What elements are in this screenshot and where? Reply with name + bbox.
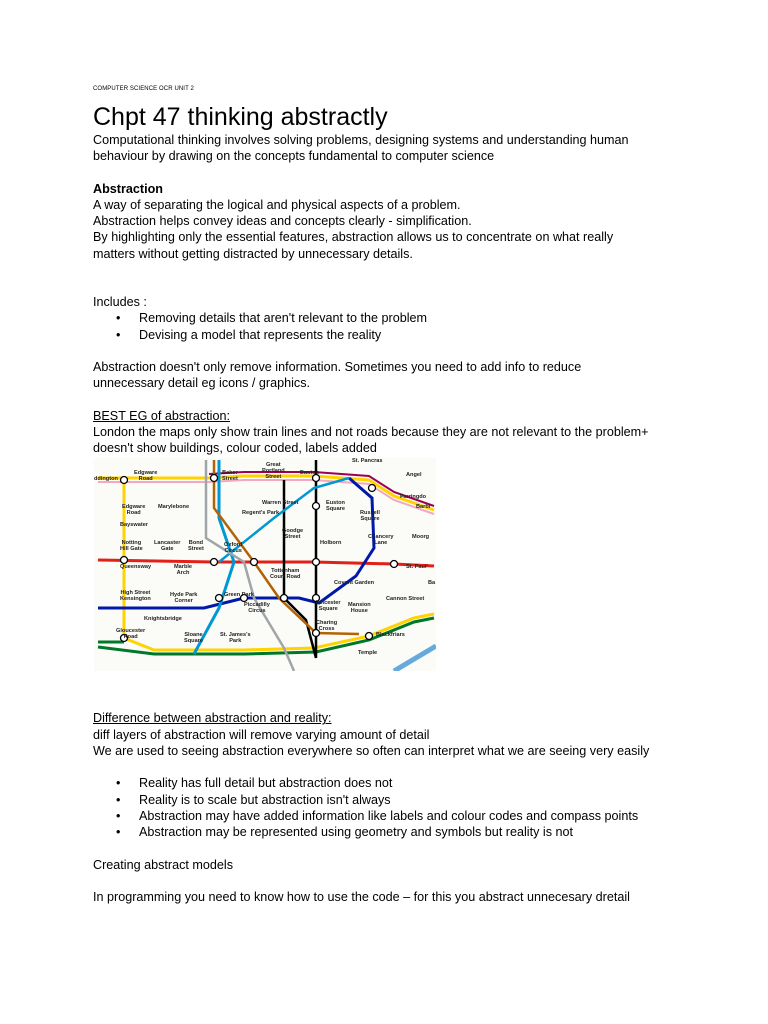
document-header: COMPUTER SCIENCE OCR UNIT 2 xyxy=(93,86,194,92)
map-station-label: Hyde Park Corner xyxy=(170,592,198,605)
map-station-label: Oxford Circus xyxy=(224,542,243,555)
bullet-icon: • xyxy=(116,311,121,326)
map-station-label: Warren Street xyxy=(262,500,299,507)
creating-models-heading: Creating abstract models xyxy=(93,857,233,872)
map-station-label: Leicester Square xyxy=(316,600,341,613)
map-station-label: Regent's Park xyxy=(242,510,280,517)
abstraction-heading: Abstraction xyxy=(93,181,163,196)
map-station-label: Sloane Square xyxy=(184,632,203,645)
map-station-label: Bayswater xyxy=(120,522,148,529)
best-eg-line: doesn't show buildings, colour coded, labels added xyxy=(93,441,377,456)
add-info-line: Abstraction doesn't only remove information. Sometimes you need to add info to reduce xyxy=(93,359,582,374)
map-station-label: High Street Kensington xyxy=(120,590,151,603)
map-station-label: St. Paul' xyxy=(406,564,428,571)
intro-line: Computational thinking involves solving problems, designing systems and understanding human xyxy=(93,133,629,147)
list-item: • Removing details that aren't relevant to the problem xyxy=(116,311,428,326)
map-station-label: Farringdo xyxy=(400,494,427,501)
map-station-label: Tottenham Court Road xyxy=(270,568,301,581)
includes-list xyxy=(93,310,693,343)
map-station-label: Goodge Street xyxy=(282,528,304,541)
map-station-label: Chancery Lane xyxy=(368,534,394,547)
list-item: • Devising a model that represents the reality xyxy=(116,327,382,342)
map-station-label: Lancaster Gate xyxy=(154,540,181,553)
map-station-label: Queensway xyxy=(120,564,152,571)
programming-line: In programming you need to know how to use the code – for this you abstract unnecesary dretail xyxy=(93,889,630,904)
best-eg-line: London the maps only show train lines and not roads because they are not relevant to the problem+ xyxy=(93,424,649,439)
map-station-label: Barbi xyxy=(416,504,431,511)
best-eg-heading: BEST EG of abstraction: xyxy=(93,408,230,423)
bullet-icon: • xyxy=(116,792,121,807)
map-station-label: Mansion House xyxy=(348,602,371,615)
map-station-label: Ba xyxy=(428,580,436,587)
map-station-label: Baker Street xyxy=(222,470,238,483)
intro-line: behaviour by drawing on the concepts fundamental to computer science xyxy=(93,149,495,164)
map-station-label: Great Portland Street xyxy=(262,462,285,481)
list-item: • Reality is to scale but abstraction isn't always xyxy=(116,792,391,807)
abstraction-line: A way of separating the logical and physical aspects of a problem. xyxy=(93,197,461,212)
map-station-label: Holborn xyxy=(320,540,342,547)
map-station-label: Russell Square xyxy=(360,510,380,523)
map-station-label: Temple xyxy=(358,650,378,657)
bullet-icon: • xyxy=(116,825,121,840)
list-item: • Abstraction may have added information like labels and colour codes and compass points xyxy=(116,808,639,823)
map-station-label: Covent Garden xyxy=(334,580,375,587)
map-station-label: Bond Street xyxy=(188,540,204,553)
map-station-label: Gloucester Road xyxy=(116,628,146,641)
map-station-label: Blackfriars xyxy=(376,632,405,639)
difference-heading: Difference between abstraction and reality: xyxy=(93,711,332,726)
document-page xyxy=(93,86,693,905)
map-station-label: Marble Arch xyxy=(174,564,193,577)
map-station-label: Euston Square xyxy=(326,500,345,513)
map-station-label: Angel xyxy=(406,472,422,479)
bullet-icon: • xyxy=(116,808,121,823)
bullet-icon: • xyxy=(116,776,121,791)
map-station-label: Charing Cross xyxy=(316,620,338,633)
difference-line: diff layers of abstraction will remove varying amount of detail xyxy=(93,727,430,742)
tube-map-image xyxy=(94,458,436,671)
abstraction-line: matters without getting distracted by unnecessary details. xyxy=(93,246,413,261)
abstraction-line: Abstraction helps convey ideas and concepts clearly - simplification. xyxy=(93,214,472,229)
map-station-label: Cannon Street xyxy=(386,596,425,603)
abstraction-line: By highlighting only the essential features, abstraction allows us to concentrate on what really xyxy=(93,230,614,245)
map-station-label: Notting Hill Gate xyxy=(120,540,143,553)
map-station-label: Knightsbridge xyxy=(144,616,182,623)
includes-label: Includes : xyxy=(93,295,147,310)
map-station-label: Green Park xyxy=(224,592,254,599)
map-station-label: Moorg xyxy=(412,534,430,541)
map-station-label: St. Pancras xyxy=(352,458,383,465)
map-station-label: Edgware Road xyxy=(134,470,158,483)
map-station-label: Piccadilly Circus xyxy=(244,602,270,615)
map-station-label: Euston xyxy=(300,470,319,477)
bullet-icon: • xyxy=(116,327,121,342)
map-station-label: Marylebone xyxy=(158,504,190,511)
page-title: Chpt 47 thinking abstractly xyxy=(93,103,388,131)
difference-line: We are used to seeing abstraction everywhere so often can interpret what we are seeing very easily xyxy=(93,744,650,759)
difference-list xyxy=(93,775,693,840)
add-info-line: unnecessary detail eg icons / graphics. xyxy=(93,376,311,391)
list-item: • Reality has full detail but abstraction does not xyxy=(116,776,393,791)
map-station-label: ddington xyxy=(94,476,118,483)
list-item: • Abstraction may be represented using geometry and symbols but reality is not xyxy=(116,825,574,840)
map-station-label: Edgware Road xyxy=(122,504,146,517)
map-station-label: St. James's Park xyxy=(220,632,251,645)
